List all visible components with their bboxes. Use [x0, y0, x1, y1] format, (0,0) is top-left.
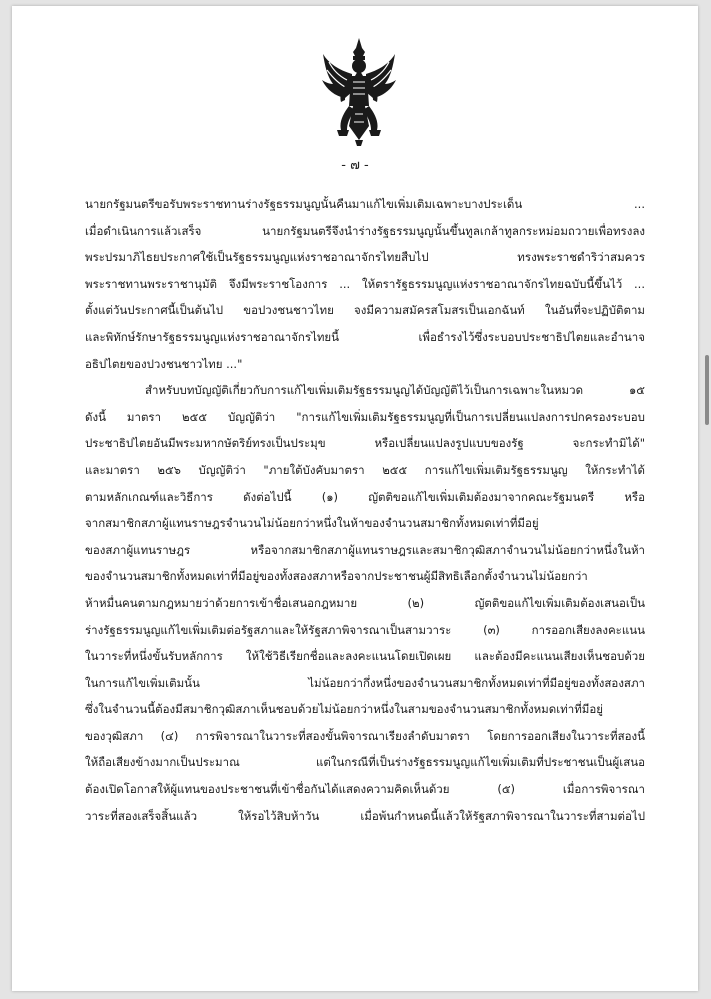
vertical-scrollbar[interactable]	[705, 355, 709, 425]
text-line: ต้องเปิดโอกาสให้ผู้แทนของประชาชนที่เข้าชื่อกันได้แสดงความคิดเห็นด้วย (๕) เมื่อการพิจารณา	[85, 782, 645, 797]
document-body	[85, 191, 645, 829]
text-line: จากสมาชิกสภาผู้แทนราษฎรจำนวนไม่น้อยกว่าหนึ่งในห้าของจำนวนสมาชิกทั้งหมดเท่าที่มีอยู่	[85, 516, 539, 531]
garuda-emblem-icon	[319, 36, 399, 148]
text-line: ห้าหมื่นคนตามกฎหมายว่าด้วยการเข้าชื่อเสนอกฎหมาย (๒) ญัตติขอแก้ไขเพิ่มเติมต้องเสนอเป็น	[85, 595, 645, 610]
text-line: ในวาระที่หนึ่งขั้นรับหลักการ ให้ใช้วิธีเรียกชื่อและลงคะแนนโดยเปิดเผย และต้องมีคะแนนเสียงเห็นชอบด้วย	[85, 649, 645, 664]
text-line: ของจำนวนสมาชิกทั้งหมดเท่าที่มีอยู่ของทั้งสองสภาหรือจากประชาชนผู้มีสิทธิเลือกตั้งจำนวนไม่น้อยกว่า	[85, 569, 588, 584]
text-line: ร่างรัฐธรรมนูญแก้ไขเพิ่มเติมต่อรัฐสภาและให้รัฐสภาพิจารณาเป็นสามวาระ (๓) การออกเสียงลงคะแนน	[85, 622, 645, 637]
text-line: ให้ถือเสียงข้างมากเป็นประมาณ แต่ในกรณีที่เป็นร่างรัฐธรรมนูญแก้ไขเพิ่มเติมที่ประชาชนเป็นผู้เสนอ	[85, 755, 645, 770]
text-line: พระปรมาภิไธยประกาศใช้เป็นรัฐธรรมนูญแห่งราชอาณาจักรไทยสืบไป ทรงพระราชดำริว่าสมควร	[85, 250, 645, 265]
text-line: ในการแก้ไขเพิ่มเติมนั้น ไม่น้อยกว่ากึ่งหนึ่งของจำนวนสมาชิกทั้งหมดเท่าที่มีอยู่ของทั้งสองสภา	[85, 675, 645, 690]
text-line: และมาตรา ๒๕๖ บัญญัติว่า "ภายใต้บังคับมาตรา ๒๕๕ การแก้ไขเพิ่มเติมรัฐธรรมนูญ ให้กระทำได้	[85, 462, 645, 477]
text-line: อธิปไตยของปวงชนชาวไทย ..."	[85, 356, 243, 371]
page-number: - ๗ -	[341, 158, 369, 173]
text-line: ดังนี้ มาตรา ๒๕๕ บัญญัติว่า "การแก้ไขเพิ่มเติมรัฐธรรมนูญที่เป็นการเปลี่ยนแปลงการปกครองระบอบ	[85, 409, 645, 424]
text-line: วาระที่สองเสร็จสิ้นแล้ว ให้รอไว้สิบห้าวัน เมื่อพ้นกำหนดนี้แล้วให้รัฐสภาพิจารณาในวาระที่สามต่อไป	[85, 808, 645, 823]
text-line: นายกรัฐมนตรีขอรับพระราชทานร่างรัฐธรรมนูญนั้นคืนมาแก้ไขเพิ่มเติมเฉพาะบางประเด็น ...	[85, 197, 645, 211]
text-line: และพิทักษ์รักษารัฐธรรมนูญแห่งราชอาณาจักรไทยนี้ เพื่อธำรงไว้ซึ่งระบอบประชาธิปไตยและอำนาจ	[85, 329, 645, 344]
text-line: สำหรับบทบัญญัติเกี่ยวกับการแก้ไขเพิ่มเติมรัฐธรรมนูญได้บัญญัติไว้เป็นการเฉพาะในหมวด ๑๕	[145, 383, 645, 398]
document-page	[12, 6, 698, 991]
text-line: ตั้งแต่วันประกาศนี้เป็นต้นไป ขอปวงชนชาวไทย จงมีความสมัครสโมสรเป็นเอกฉันท์ ในอันที่จะปฏิบัติตาม	[85, 303, 645, 318]
text-line: ของวุฒิสภา (๔) การพิจารณาในวาระที่สองขั้นพิจารณาเรียงลำดับมาตรา โดยการออกเสียงในวาระที่สองนี้	[85, 728, 645, 743]
text-line: พระราชทานพระราชานุมัติ จึงมีพระราชโองการ ... ให้ตรารัฐธรรมนูญแห่งราชอาณาจักรไทยฉบับนี้ขึ้นไว้ ...	[85, 276, 645, 291]
text-line: ตามหลักเกณฑ์และวิธีการ ดังต่อไปนี้ (๑) ญัตติขอแก้ไขเพิ่มเติมต้องมาจากคณะรัฐมนตรี หรือ	[85, 489, 645, 504]
text-line: ของสภาผู้แทนราษฎร หรือจากสมาชิกสภาผู้แทนราษฎรและสมาชิกวุฒิสภาจำนวนไม่น้อยกว่าหนึ่งในห้า	[85, 542, 645, 557]
text-line: เมื่อดำเนินการแล้วเสร็จ นายกรัฐมนตรีจึงนำร่างรัฐธรรมนูญนั้นขึ้นทูลเกล้าทูลกระหม่อมถวายเพื่อทรงลง	[85, 223, 645, 238]
text-line: ซึ่งในจำนวนนี้ต้องมีสมาชิกวุฒิสภาเห็นชอบด้วยไม่น้อยกว่าหนึ่งในสามของจำนวนสมาชิกทั้งหมดเท่าที่มีอยู่	[85, 702, 604, 717]
text-line: ประชาธิปไตยอันมีพระมหากษัตริย์ทรงเป็นประมุข หรือเปลี่ยนแปลงรูปแบบของรัฐ จะกระทำมิได้"	[85, 436, 645, 451]
